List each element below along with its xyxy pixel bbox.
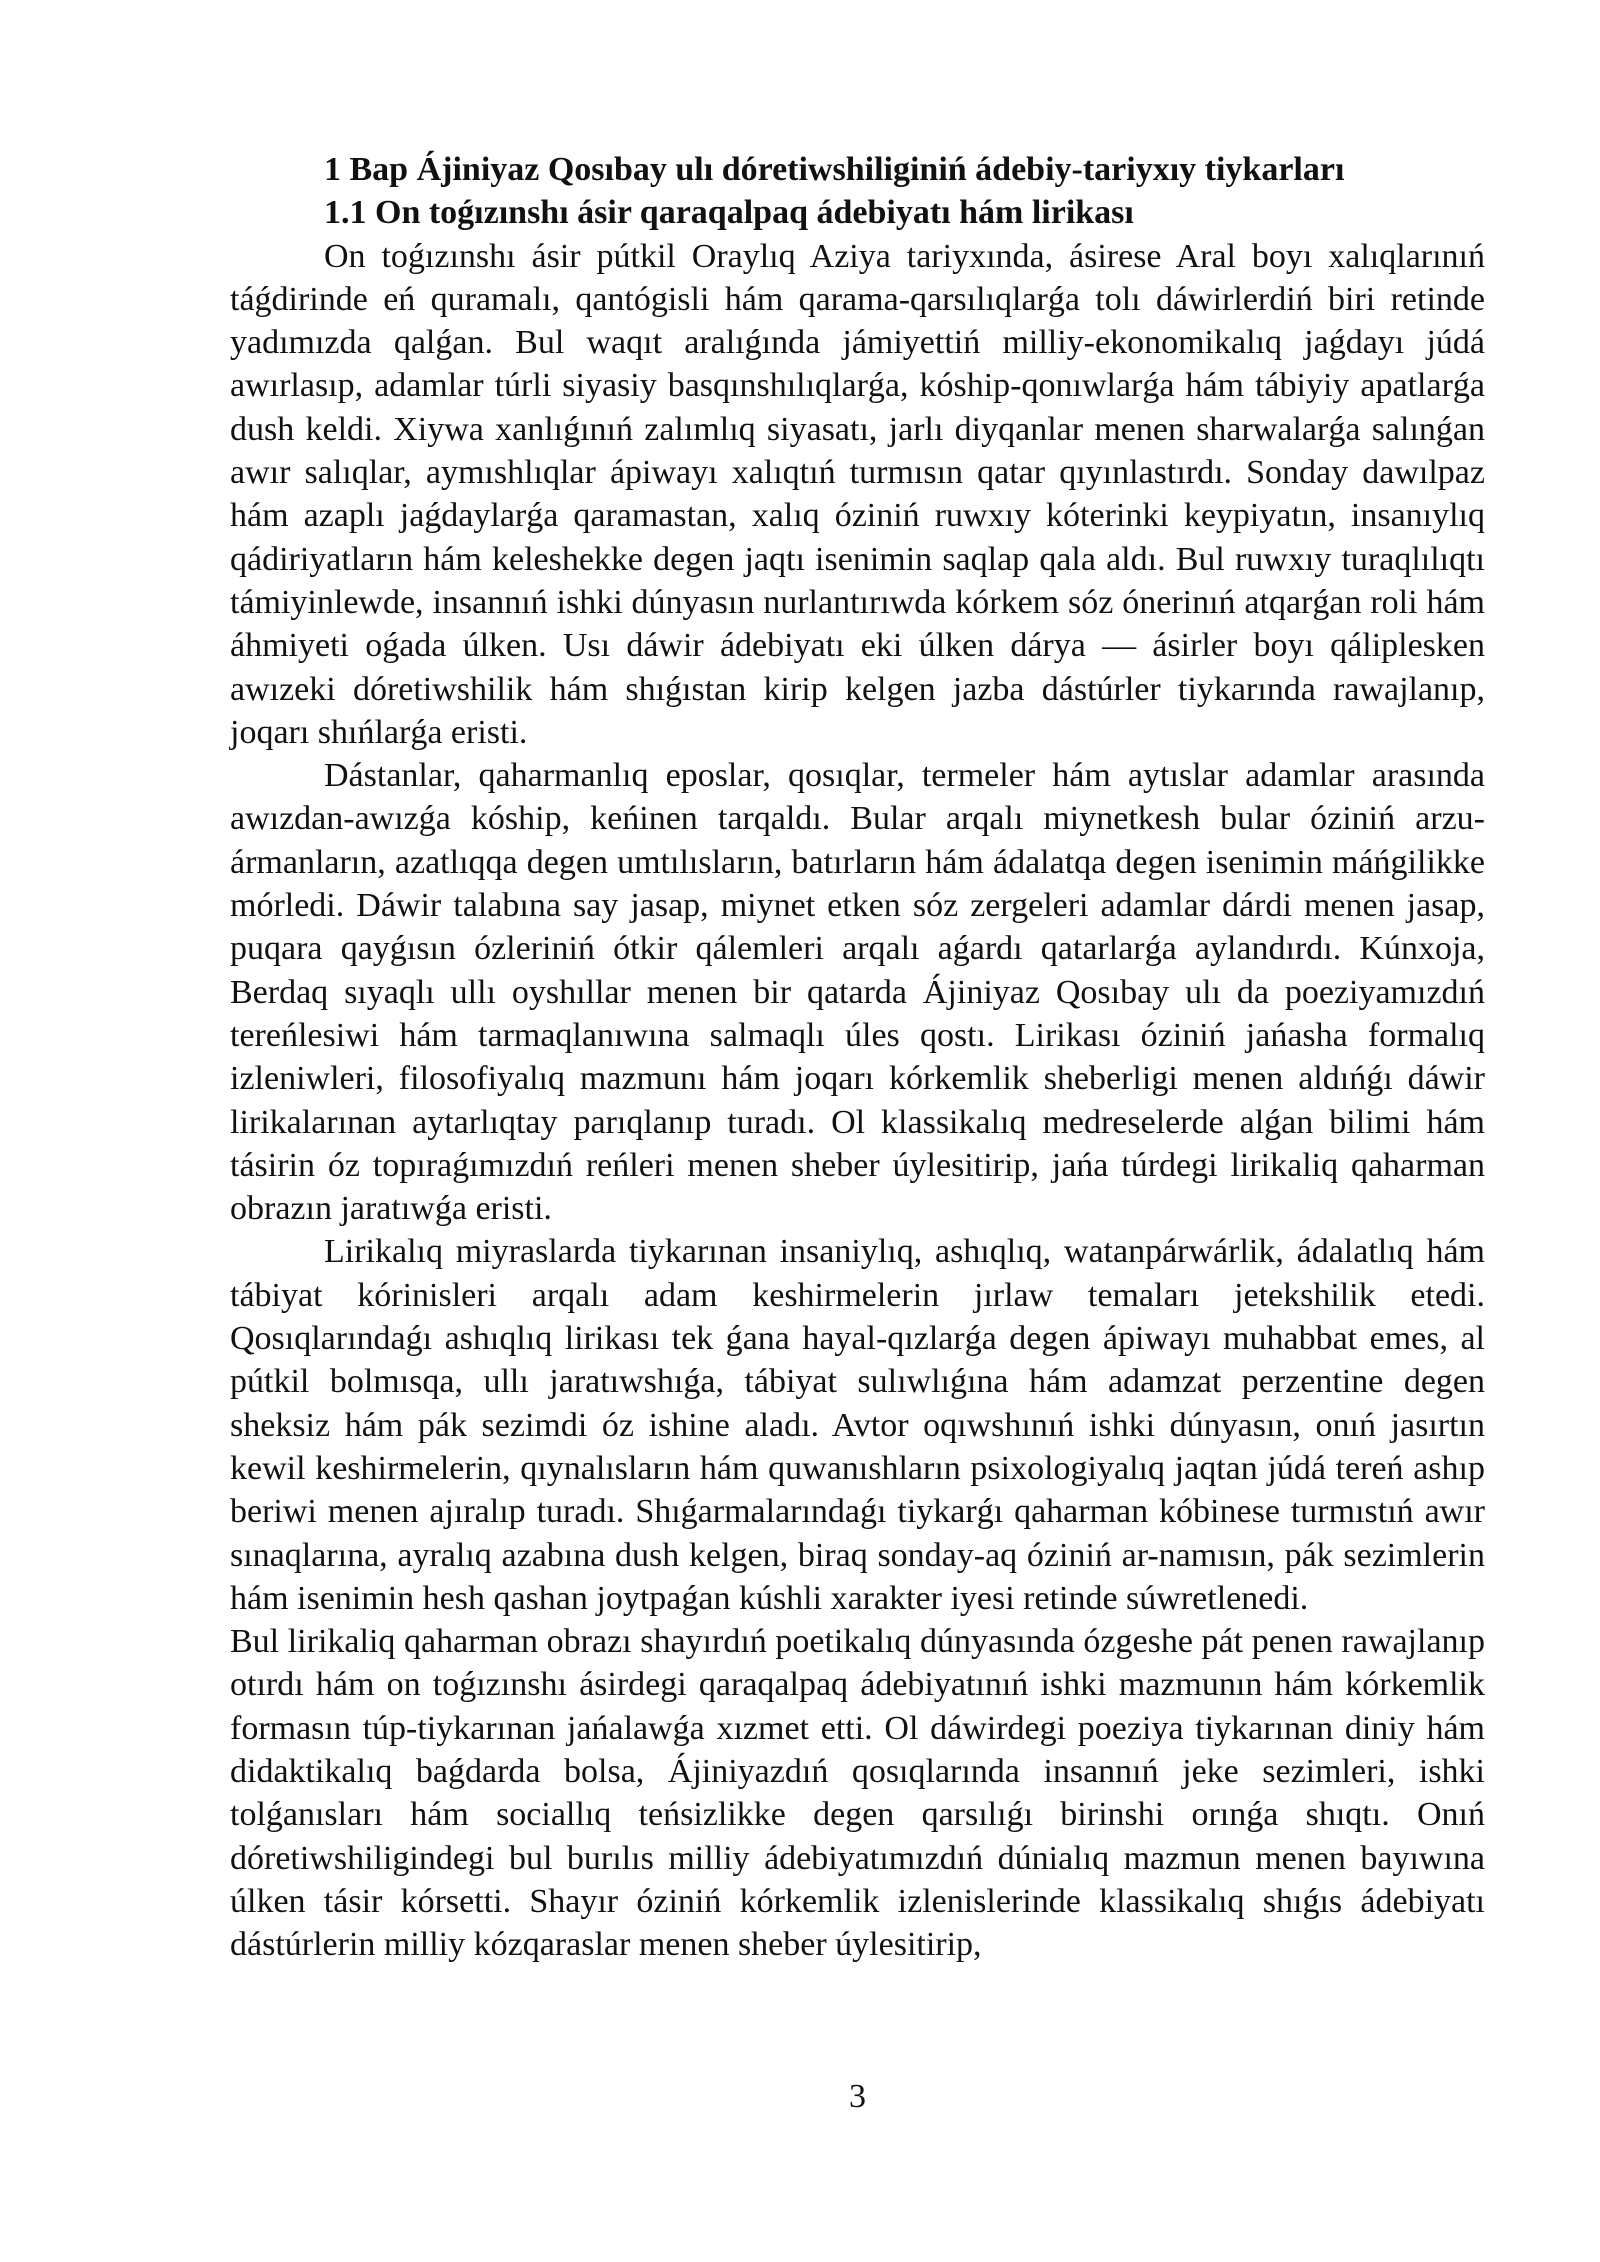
chapter-title: 1 Bap Ájiniyaz Qosıbay ulı dóretiwshiliginiń ádebiy-tariyxıy tiykarları [324,151,1345,188]
section-title: 1.1 On toǵızınshı ásir qaraqalpaq ádebiyatı hám lirikası [324,194,1134,232]
paragraph-1: On toǵızınshı ásir pútkil Oraylıq Aziya tariyxında, ásirese Aral boyı xalıqlarınıń táǵdirinde eń quramalı, qantógisli hám qarama-qarsılıqlarǵa tolı dáwirlerdiń biri retinde yadımızda qalǵan. Bul waqıt aralıǵında jámiyettiń milliy-ekonomikalıq jaǵdayı júdá awırlasıp, adamlar túrli siyasiy basqınshılıqlarǵa, kóship-qonıwlarǵa hám tábiyiy apatlarǵa dush keldi. Xiywa xanlıǵınıń zalımlıq siyasatı, jarlı diyqanlar menen sharwalarǵa salınǵan awır salıqlar, aymıshlıqlar ápiwayı xalıqtıń turmısın qatar qıyınlastırdı. Sonday dawılpaz hám azaplı jaǵdaylarǵa qaramastan, xalıq óziniń ruwxıy kóterinki keypiyatın, insanıylıq qádiriyatların hám keleshekke degen jaqtı isenimin saqlap qala aldı. Bul ruwxıy turaqlılıqtı támiyinlewde, insannıń ishki dúnyasın nurlantırıwda kórkem sóz ónerinıń atqarǵan roli hám áhmiyeti oǵada úlken. Usı dáwir ádebiyatı eki úlken dárya — ásirler boyı qáliplesken awızeki dóretiwshilik hám shıǵıstan kirip kelgen jazba dástúrler tiykarında rawajlanıp, joqarı shıńlarǵa eristi. [230,237,1485,751]
document-page [230,148,1485,1966]
page-number: 3 [849,2078,866,2115]
paragraph-2: Dástanlar, qaharmanlıq eposlar, qosıqlar, termeler hám aytıslar adamlar arasında awızdan-awızǵa kóship, keńinen tarqaldı. Bular arqalı miynetkesh bular óziniń arzu-ármanların, azatlıqqa degen umtılısların, batırların hám ádalatqa degen isenimin máńgilikke mórledi. Dáwir talabına say jasap, miynet etken sóz zergeleri adamlar dárdi menen jasap, puqara qayǵısın ózleriniń ótkir qálemleri arqalı aǵardı qatarlarǵa aylandırdı. Kúnxoja, Berdaq sıyaqlı ullı oyshıllar menen bir qatarda Ájiniyaz Qosıbay ulı da poeziyamızdıń tereńlesiwi hám tarmaqlanıwına salmaqlı úles qostı. Lirikası óziniń jańasha formalıq izleniwleri, filosofiyalıq mazmunı hám joqarı kórkemlik sheberligi menen aldıńǵı dáwir lirikalarınan aytarlıqtay parıqlanıp turadı. Ol klassikalıq medreselerde alǵan bilimi hám tásirin óz topıraǵımızdıń reńleri menen sheber úylesitirip, jańa túrdegi lirikaliq qaharman obrazın jaratıwǵa eristi. [230,757,1485,1228]
paragraph-4: Bul lirikaliq qaharman obrazı shayırdıń poetikalıq dúnyasında ózgeshe pát penen rawajlanıp otırdı hám on toǵızınshı ásirdegi qaraqalpaq ádebiyatınıń ishki mazmunın hám kórkemlik formasın túp-tiykarınan jańalawǵa xızmet etti. Ol dáwirdegi poeziya tiykarınan diniy hám didaktikalıq baǵdarda bolsa, Ájiniyazdıń qosıqlarında insannıń jeke sezimleri, ishki tolǵanısları hám sociallıq teńsizlikke degen qarsılıǵı birinshi orınǵa shıqtı. Onıń dóretiwshiligindegi bul burılıs milliy ádebiyatımızdıń dúnialıq mazmun menen bayıwına úlken tásir kórsetti. Shayır óziniń kórkemlik izlenislerinde klassikalıq shıǵıs ádebiyatı dástúrlerin milliy kózqaraslar menen sheber úylesitirip, [230,1623,1485,1964]
paragraph-3: Lirikalıq miyraslarda tiykarınan insaniylıq, ashıqlıq, watanpárwárlik, ádalatlıq hám tábiyat kórinisleri arqalı adam keshirmelerin jırlaw temaları jetekshilik etedi. Qosıqlarındaǵı ashıqlıq lirikası tek ǵana hayal-qızlarǵa degen ápiwayı muhabbat emes, al pútkil bolmısqa, ullı jaratıwshıǵa, tábiyat sulıwlıǵına hám adamzat perzentine degen sheksiz hám pák sezimdi óz ishine aladı. Avtor oqıwshınıń ishki dúnyasın, onıń jasırtın kewil keshirmelerin, qıynalısların hám quwanıshların psixologiyalıq jaqtan júdá tereń ashıp beriwi menen ajıralıp turadı. Shıǵarmalarındaǵı tiykarǵı qaharman kóbinese turmıstıń awır sınaqlarına, ayralıq azabına dush kelgen, biraq sonday-aq óziniń ar-namısın, pák sezimlerin hám isenimin hesh qashan joytpaǵan kúshli xarakter iyesi retinde súwretlenedi. [230,1233,1485,1617]
